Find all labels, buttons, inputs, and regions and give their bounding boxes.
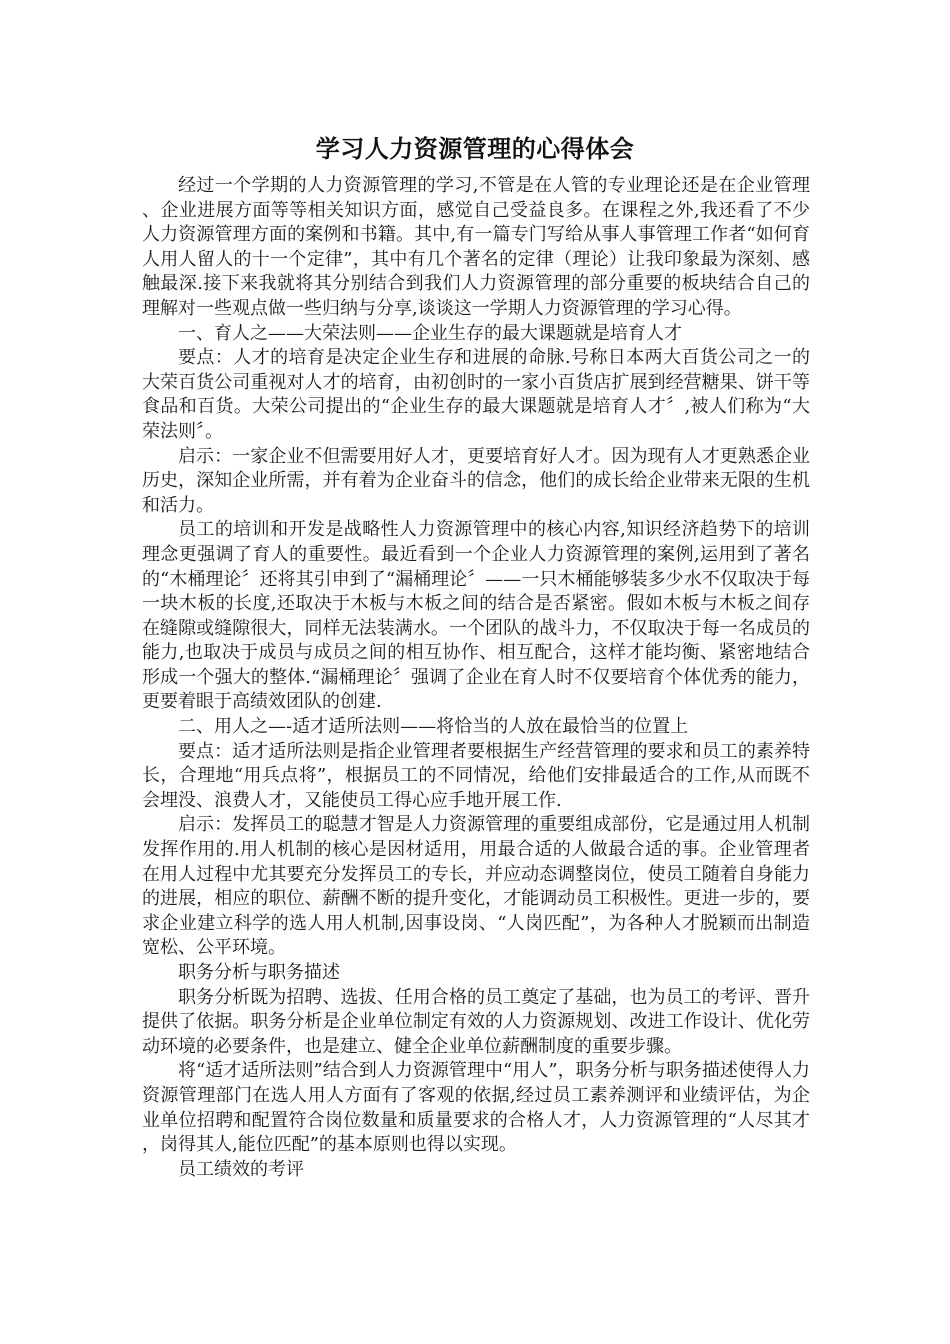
subheading-job-analysis: 职务分析与职务描述 (178, 962, 340, 983)
paragraph-employ-insight: 启示：发挥员工的聪慧才智是人力资源管理的重要组成部份，它是通过用人机制发挥作用的.用人机制的核心是因材适用，用最合适的人做最合适的事。企业管理者在用人过程中尤其要充分发挥员工的专长，并应动态调整岗位，使员工随着自身能力的进展，相应的职位、薪酬不断的提升变化，才能调动员工积极性。更进一步的，要求企业建立科学的选人用人机制,因事设岗、“人岗匹配”，为各种人才脱颖而出制造宽松、公平环境。 (142, 814, 810, 959)
paragraph-nurture-insight: 启示：一家企业不但需要用好人才，更要培育好人才。因为现有人才更熟悉企业历史，深知企业所需，并有着为企业奋斗的信念，他们的成长给企业带来无限的生机和活力。 (142, 445, 810, 516)
section-heading-nurture: 一、育人之——大荣法则——企业生存的最大课题就是培育人才 (178, 322, 682, 344)
section-heading-employ: 二、用人之—-适才适所法则——将恰当的人放在最恰当的位置上 (178, 716, 689, 738)
paragraph-job-analysis: 职务分析既为招聘、选拔、任用合格的员工奠定了基础，也为员工的考评、晋升提供了依据。职务分析是企业单位制定有效的人力资源规划、改进工作设计、优化劳动环境的必要条件，也是建立、健全企业单位薪酬制度的重要步骤。 (142, 986, 810, 1057)
document-body (142, 174, 810, 1182)
paragraph-employ-key-points: 要点：适才适所法则是指企业管理者要根据生产经营管理的要求和员工的素养特长，合理地“用兵点将”，根据员工的不同情况，给他们安排最适合的工作,从而既不会埋没、浪费人才，又能使员工得心应手地开展工作. (142, 740, 810, 811)
paragraph-job-description: 将“适才适所法则”结合到人力资源管理中“用人”，职务分析与职务描述使得人力资源管理部门在选人用人方面有了客观的依据,经过员工素养测评和业绩评估，为企业单位招聘和配置符合岗位数量和质量要求的合格人才，人力资源管理的“人尽其才，岗得其人,能位匹配”的基本原则也得以实现。 (142, 1060, 810, 1156)
document-title: 学习人力资源管理的心得体会 (315, 135, 635, 163)
paragraph-training: 员工的培训和开发是战略性人力资源管理中的核心内容,知识经济趋势下的培训理念更强调了育人的重要性。最近看到一个企业人力资源管理的案例,运用到了著名的“木桶理论〞还将其引申到了“漏桶理论〞——一只木桶能够装多少水不仅取决于每一块木板的长度,还取决于木板与木板之间的结合是否紧密。假如木板与木板之间存在缝隙或缝隙很大，同样无法装满水。一个团队的战斗力，不仅取决于每一名成员的能力,也取决于成员与成员之间的相互协作、相互配合，这样才能均衡、紧密地结合形成一个强大的整体.“漏桶理论〞强调了企业在育人时不仅要培育个体优秀的能力，更要着眼于高绩效团队的创建. (142, 519, 810, 713)
paragraph-nurture-key-points: 要点：人才的培育是决定企业生存和进展的命脉.号称日本两大百货公司之一的大荣百货公司重视对人才的培育，由初创时的一家小百货店扩展到经营糖果、饼干等食品和百货。大荣公司提出的“企业生存的最大课题就是培育人才〞,被人们称为“大荣法则〞。 (142, 347, 810, 442)
subheading-performance-appraisal: 员工绩效的考评 (178, 1158, 304, 1180)
paragraph-intro: 经过一个学期的人力资源管理的学习,不管是在人管的专业理论还是在企业管理、企业进展方面等等相关知识方面，感觉自己受益良多。在课程之外,我还看了不少人力资源管理方面的案例和书籍。其中,有一篇专门写给从事人事管理工作者“如何育人用人留人的十一个定律”，其中有几个著名的定律（理论）让我印象最为深刻、感触最深.接下来我就将其分别结合到我们人力资源管理的部分重要的板块结合自己的理解对一些观点做一些归纳与分享,谈谈这一学期人力资源管理的学习心得。 (142, 175, 810, 319)
